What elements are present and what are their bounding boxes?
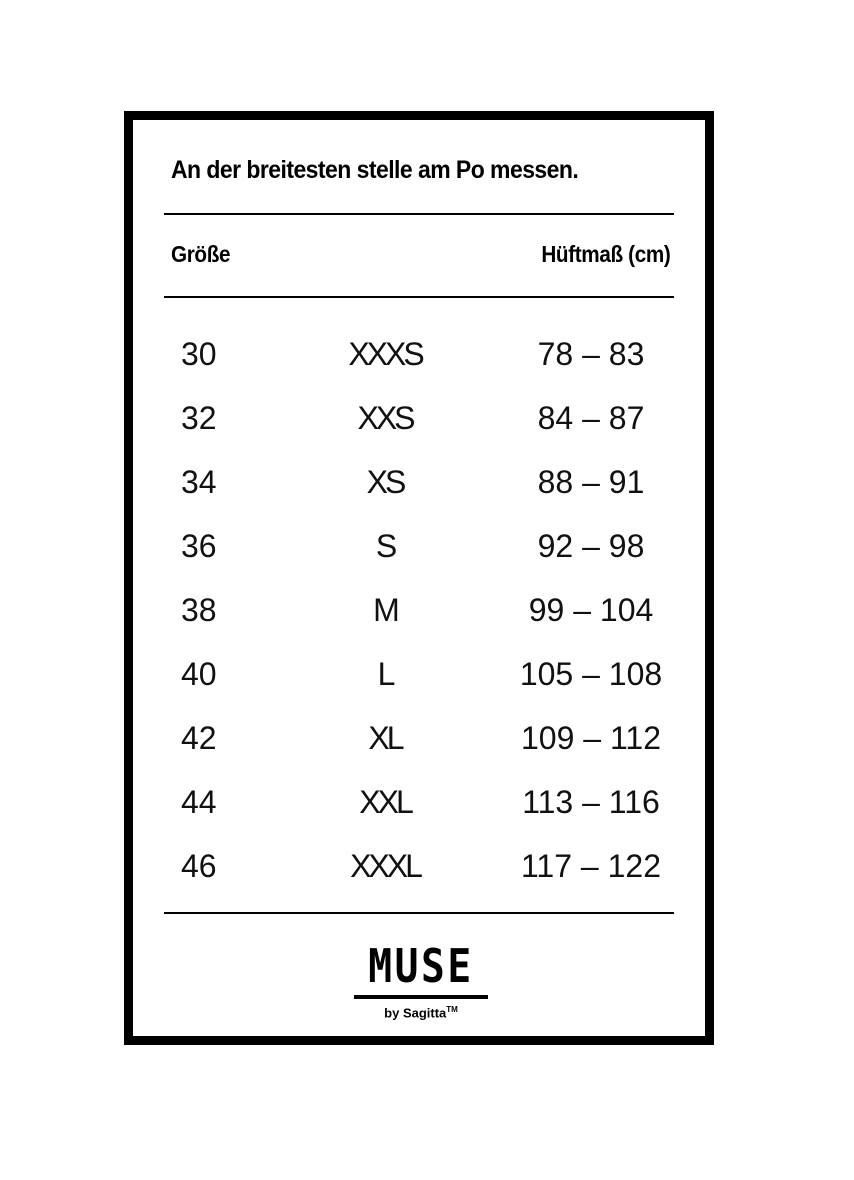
letter-size: S [375, 528, 395, 564]
letter-size: XS [366, 464, 404, 500]
hip-range: 113 – 116 [522, 784, 660, 820]
table-row [133, 656, 705, 720]
divider-header [164, 296, 674, 298]
measuring-instruction: An der breitesten stelle am Po messen. [171, 156, 579, 184]
letter-size: XXXL [350, 848, 420, 884]
divider-bottom [164, 912, 674, 914]
table-row [133, 528, 705, 592]
letter-size: XXS [357, 400, 413, 436]
hip-range: 78 – 83 [537, 336, 645, 372]
column-header-size: Größe [171, 241, 231, 267]
brand-sub-text: by Sagitta [384, 1005, 447, 1021]
table-row [133, 592, 705, 656]
hip-range: 84 – 87 [537, 400, 645, 436]
trademark-mark: TM [446, 1005, 458, 1014]
logo-underline [354, 995, 488, 999]
table-row [133, 336, 705, 400]
eu-size: 30 [181, 336, 217, 372]
eu-size: 44 [181, 784, 217, 820]
divider-top [164, 213, 674, 215]
hip-range: 99 – 104 [528, 592, 654, 628]
brand-subline [351, 1005, 491, 1020]
eu-size: 42 [181, 720, 217, 756]
eu-size: 34 [181, 464, 217, 500]
eu-size: 32 [181, 400, 217, 436]
table-row [133, 784, 705, 848]
eu-size: 36 [181, 528, 217, 564]
brand-name: MUSE [368, 939, 474, 993]
letter-size: XXXS [348, 336, 422, 372]
eu-size: 46 [181, 848, 217, 884]
table-row [133, 400, 705, 464]
letter-size: XL [368, 720, 402, 756]
hip-range: 88 – 91 [537, 464, 645, 500]
table-row [133, 464, 705, 528]
eu-size: 38 [181, 592, 217, 628]
letter-size: M [373, 592, 397, 628]
letter-size: XXL [359, 784, 411, 820]
table-row [133, 848, 705, 912]
letter-size: L [377, 656, 393, 692]
brand-logo [351, 939, 491, 1021]
column-header-hip: Hüftmaß (cm) [540, 241, 670, 267]
size-table [133, 336, 705, 912]
table-row [133, 720, 705, 784]
hip-range: 117 – 122 [521, 848, 661, 884]
hip-range: 109 – 112 [521, 720, 661, 756]
hip-range: 105 – 108 [519, 656, 663, 692]
eu-size: 40 [181, 656, 217, 692]
size-chart-card [124, 111, 714, 1045]
hip-range: 92 – 98 [537, 528, 645, 564]
